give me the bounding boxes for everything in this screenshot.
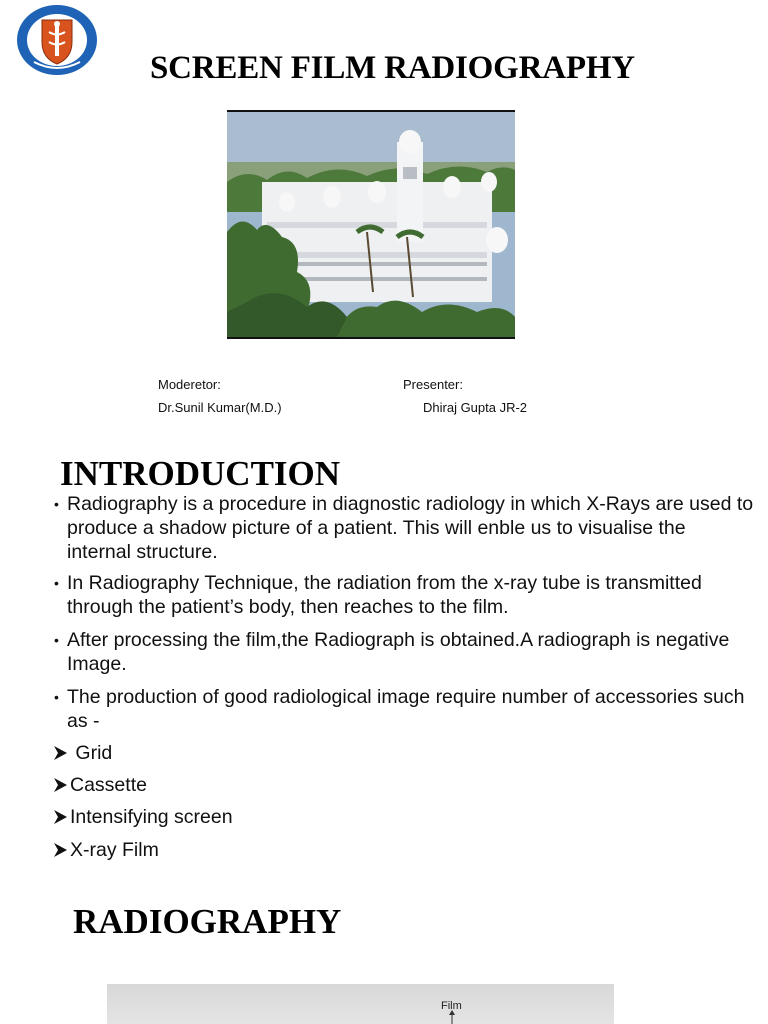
- bullet-item: [54, 628, 754, 676]
- radiography-heading: RADIOGRAPHY: [73, 902, 342, 941]
- bullet-item: [54, 571, 754, 619]
- bullet-text: In Radiography Technique, the radiation from the x-ray tube is transmitted through the patient’s body, then reaches to the film.: [67, 572, 702, 618]
- introduction-heading: INTRODUCTION: [60, 454, 341, 493]
- bullet-item: [54, 492, 754, 564]
- accessory-item: [52, 741, 112, 765]
- bullet-icon: •: [54, 632, 59, 648]
- bullet-icon: •: [54, 689, 59, 705]
- accessory-text: Intensifying screen: [70, 806, 233, 828]
- moderator-name: Dr.Sunil Kumar(M.D.): [158, 400, 282, 415]
- accessory-item: [52, 805, 233, 829]
- university-logo: [16, 4, 98, 76]
- bullet-icon: •: [54, 575, 59, 591]
- arrowhead-bullet-icon: [52, 777, 69, 793]
- moderator-label: Moderetor:: [158, 377, 221, 392]
- bullet-text: After processing the film,the Radiograph is obtained.A radiograph is negative Image.: [67, 629, 730, 675]
- bullet-icon: •: [54, 496, 59, 512]
- bullet-item: [54, 685, 754, 733]
- film-label: Film: [441, 1000, 462, 1012]
- arrowhead-bullet-icon: [52, 809, 69, 825]
- upward-arrow-icon: [107, 984, 614, 1024]
- accessory-item: [52, 773, 147, 797]
- university-building-photo: [227, 110, 515, 339]
- accessory-item: [52, 838, 159, 862]
- presenter-name: Dhiraj Gupta JR-2: [423, 400, 528, 415]
- accessory-text: Grid: [70, 742, 113, 764]
- presenter-label: Presenter:: [403, 377, 463, 392]
- bullet-text: The production of good radiological image require number of accessories such as -: [67, 686, 745, 732]
- bullet-text: Radiography is a procedure in diagnostic radiology in which X-Rays are used to produce a shadow picture of a patient. This will enble us to visualise the internal structure.: [67, 493, 754, 563]
- accessory-text: Cassette: [70, 774, 147, 796]
- radiography-diagram: [107, 984, 614, 1024]
- arrowhead-bullet-icon: [52, 842, 69, 858]
- accessory-text: X-ray Film: [70, 839, 159, 861]
- presentation-title: SCREEN FILM RADIOGRAPHY: [150, 50, 635, 86]
- arrowhead-bullet-icon: [52, 745, 69, 761]
